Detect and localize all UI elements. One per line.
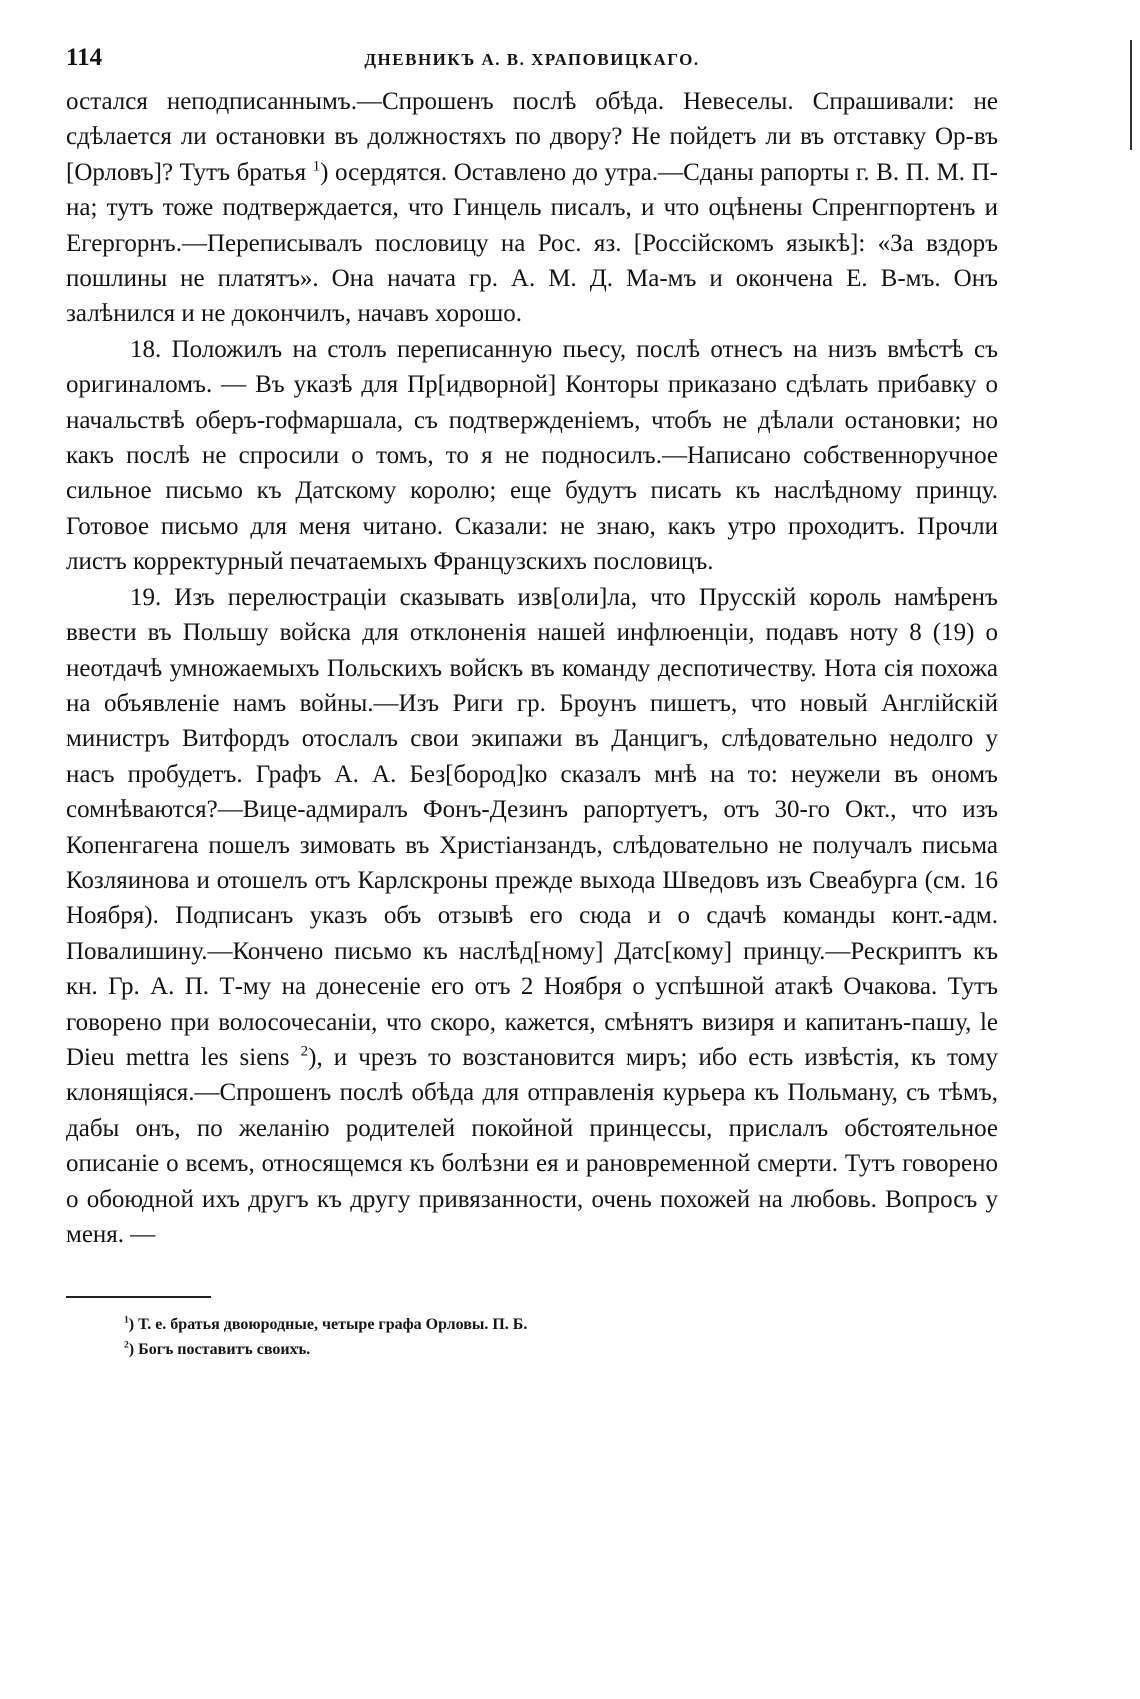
paragraph-entry-18: 18. Положилъ на столъ переписанную пьесу, послѣ отнесъ на низъ вмѣстѣ съ оригиналомъ. — Въ указѣ для Пр[идворной] Конторы приказано сдѣлать прибавку о начальствѣ оберъ-гофмаршала, съ подтвержденіемъ, чтобъ не дѣлали остановки; но какъ послѣ не спросили о томъ, то я не подносилъ.—Написано собственноручное сильное письмо къ Датскому королю; еще будутъ писать къ наслѣдному принцу. Готовое письмо для меня читано. Сказали: не знаю, какъ утро проходитъ. Прочли листъ корректурный печатаемыхъ Французскихъ пословицъ. bbox=[66, 335, 998, 576]
scan-edge-mark bbox=[1130, 40, 1132, 150]
footnotes bbox=[66, 1312, 998, 1362]
footnote-divider bbox=[66, 1296, 211, 1298]
page-body bbox=[66, 84, 998, 1252]
page-header bbox=[66, 44, 998, 84]
paragraph-continuation: остался неподписаннымъ.—Спрошенъ послѣ обѣда. Невеселы. Спрашивали: не сдѣлается ли остановки въ должностяхъ по двору? Не пойдетъ ли въ отставку Ор-въ [Орловъ]? Тутъ братья $^1$) осердятся. Оставлено до утра.—Сданы рапорты г. В. П. М. П-на; тутъ тоже подтверждается, что Гинцель писалъ, и что оцѣнены Спренгпортенъ и Егергорнъ.—Переписывалъ пословицу на Рос. яз. [Россійскомъ языкѣ]: «За вздоръ пошлины не платятъ». Она начата гр. А. М. Д. Ма-мъ и окончена Е. В-мъ. Онъ залѣнился и не докончилъ, начавъ хорошо. bbox=[66, 88, 998, 328]
footnote-2: $^2$) Богъ поставитъ своихъ. bbox=[124, 1340, 311, 1359]
running-title: ДНЕВНИКЪ А. В. ХРАПОВИЦКАГО. bbox=[364, 50, 700, 69]
footnote-ref-2: 2 bbox=[300, 1043, 309, 1060]
page-number: 114 bbox=[66, 44, 103, 71]
book-page bbox=[66, 44, 998, 1362]
footnote-ref-1: 1 bbox=[312, 158, 321, 175]
paragraph-entry-19: 19. Изъ перелюстраціи сказывать изв[оли]ла, что Прусскій король намѣренъ ввести въ Польшу войска для отклоненія нашей инфлюенціи, подавъ ноту 8 (19) о неотдачѣ умножаемыхъ Польскихъ войскъ въ команду деспотичеству. Нота сія похожа на объявленіе намъ войны.—Изъ Риги гр. Броунъ пишетъ, что новый Англійскій министръ Витфордъ отослалъ свои экипажи въ Данцигъ, слѣдовательно недолго у насъ пробудетъ. Графъ А. А. Без[бород]ко сказалъ мнѣ на то: неужели въ ономъ сомнѣваются?—Вице-адмиралъ Фонъ-Дезинъ рапортуетъ, отъ 30-го Окт., что изъ Копенгагена пошелъ зимовать въ Христіанзандъ, слѣдовательно не получалъ письма Козляинова и отошелъ отъ Карлскроны прежде выхода Шведовъ изъ Свеабурга (см. 16 Ноября). Подписанъ указъ объ отзывѣ его сюда и о сдачѣ команды конт.-адм. Повалишину.—Кончено письмо къ наслѣд[ному] Датс[кому] принцу.—Рескриптъ къ кн. Гр. А. П. Т-му на донесеніе его отъ 2 Ноября о успѣшной атакѣ Очакова. Тутъ говорено при волосочесаніи, что скоро, кажется, смѣнятъ визиря и капитанъ-пашу, le Dieu mettra les siens $^2$), и чрезъ то возстановится миръ; ибо есть извѣстія, къ тому клонящіяся.—Спрошенъ послѣ обѣда для отправленія курьера къ Польману, съ тѣмъ, дабы онъ, по желанію родителей покойной принцессы, прислалъ обстоятельное описаніе о всемъ, относящемся къ болѣзни ея и рановременной смерти. Тутъ говорено о обоюдной ихъ другъ къ другу привязанности, очень похожей на любовь. Вопросъ у меня. — bbox=[66, 583, 998, 1248]
footnote-1: $^1$) Т. е. братья двоюродные, четыре графа Орловы. П. Б. bbox=[124, 1315, 528, 1334]
